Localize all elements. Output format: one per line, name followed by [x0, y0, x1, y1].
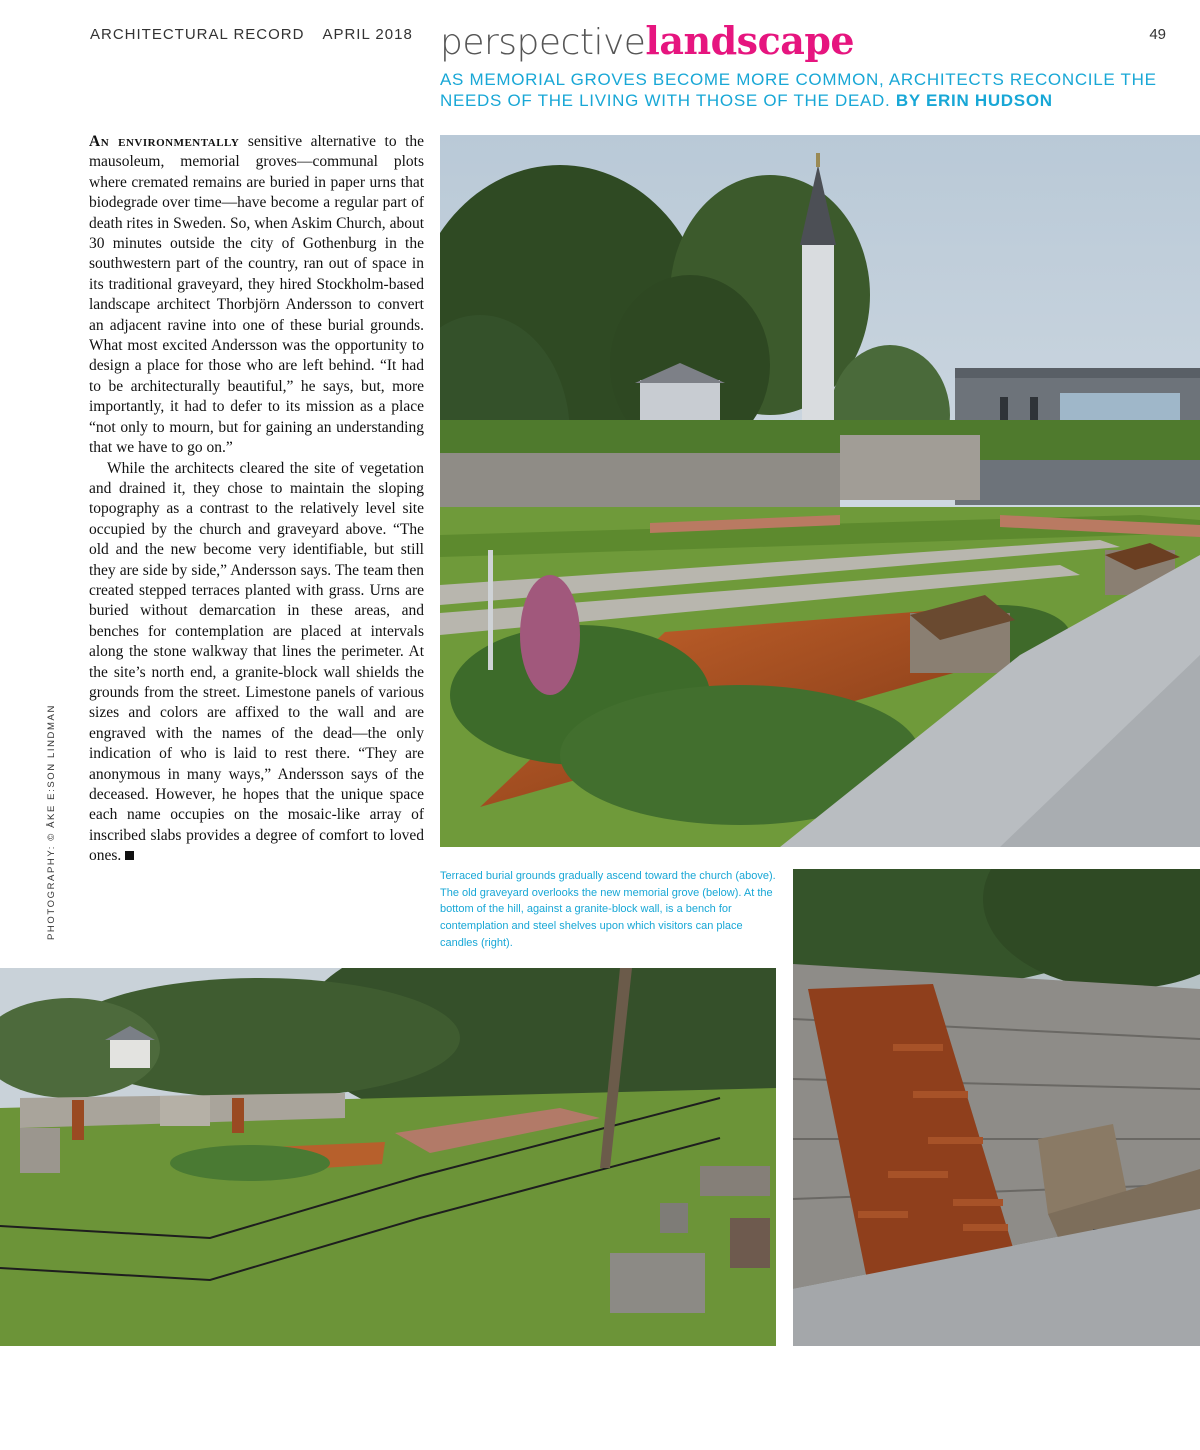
running-header: [90, 26, 413, 43]
paragraph-1-text: sensitive alternative to the mausoleum, memorial groves—communal plots where cremated remains are buried in paper urns that biodegrade over time—have become a regular part of death rites in Sweden. So, when Askim Church, about 30 minutes outside the city of Gothenburg in the southwestern part of the country, ran out of space in its traditional graveyard, they hired Stockholm-based landscape architect Thorbjörn Andersson to convert an adjacent ravine into one of these burial grounds. What most excited Andersson was the opportunity to design a place for those who are left behind. “It had to be architecturally beautiful,” he says, but, more importantly, it had to defer to its mission as a place “not only to mourn, but for gaining an understanding that we have to go on.”: [89, 133, 425, 457]
byline: BY ERIN HUDSON: [895, 91, 1053, 110]
section-title-bold: landscape: [645, 18, 855, 63]
article-body: [89, 132, 424, 867]
paragraph-2-text: While the architects cleared the site of vegetation and drained it, they chose to maintain the sloping topography as a contrast to the relatively level site occupied by the church and graveyard above. “The old and the new become very identifiable, but still they are side by side,” Andersson says. The team then created stepped terraces planted with grass. Urns are buried without demarcation in these areas, and benches for contemplation are placed at intervals along the stone walkway that lines the perimeter. At the site’s north end, a granite-block wall shields the grounds from the street. Limestone panels of various sizes and colors are affixed to the wall and are engraved with the names of the dead—the only indication of who is laid to rest there. “They are anonymous in many ways,” Andersson says of the deceased. However, he hopes that the unique space each name occupies on the mosaic-like array of inscribed slabs provides a degree of comfort to loved ones.: [89, 459, 424, 865]
issue-date: APRIL 2018: [322, 26, 413, 43]
lead-in: An environmentally: [89, 133, 240, 150]
section-title: [440, 18, 855, 63]
end-mark-icon: [125, 851, 134, 860]
photo-caption: Terraced burial grounds gradually ascend toward the church (above). The old graveyard overlooks the new memorial grove (below). At the bottom of the hill, against a granite-block wall, is a bench for contemplation and steel shelves upon which visitors can place candles (right).: [440, 870, 776, 949]
page-number: 49: [1149, 26, 1166, 43]
photo-church-terraces: [440, 135, 1200, 847]
body-paragraph: [89, 459, 424, 867]
deck-text: AS MEMORIAL GROVES BECOME MORE COMMON, ARCHITECTS RECONCILE THE NEEDS OF THE LIVING WITH THOSE OF THE DEAD.: [440, 70, 1157, 110]
body-paragraph: [89, 132, 424, 459]
photo-memorial-grove: [0, 968, 776, 1346]
section-title-light: perspective: [440, 22, 646, 63]
photo-credit: PHOTOGRAPHY: © ÅKE E:SON LINDMAN: [46, 704, 57, 940]
memorial-grove-illustration: [0, 968, 776, 1346]
article-deck: [440, 69, 1180, 111]
photo-candle-shelves: [793, 869, 1200, 1346]
church-terraces-illustration: [440, 135, 1200, 847]
candle-shelves-illustration: [793, 869, 1200, 1346]
publication-name: ARCHITECTURAL RECORD: [90, 26, 305, 43]
